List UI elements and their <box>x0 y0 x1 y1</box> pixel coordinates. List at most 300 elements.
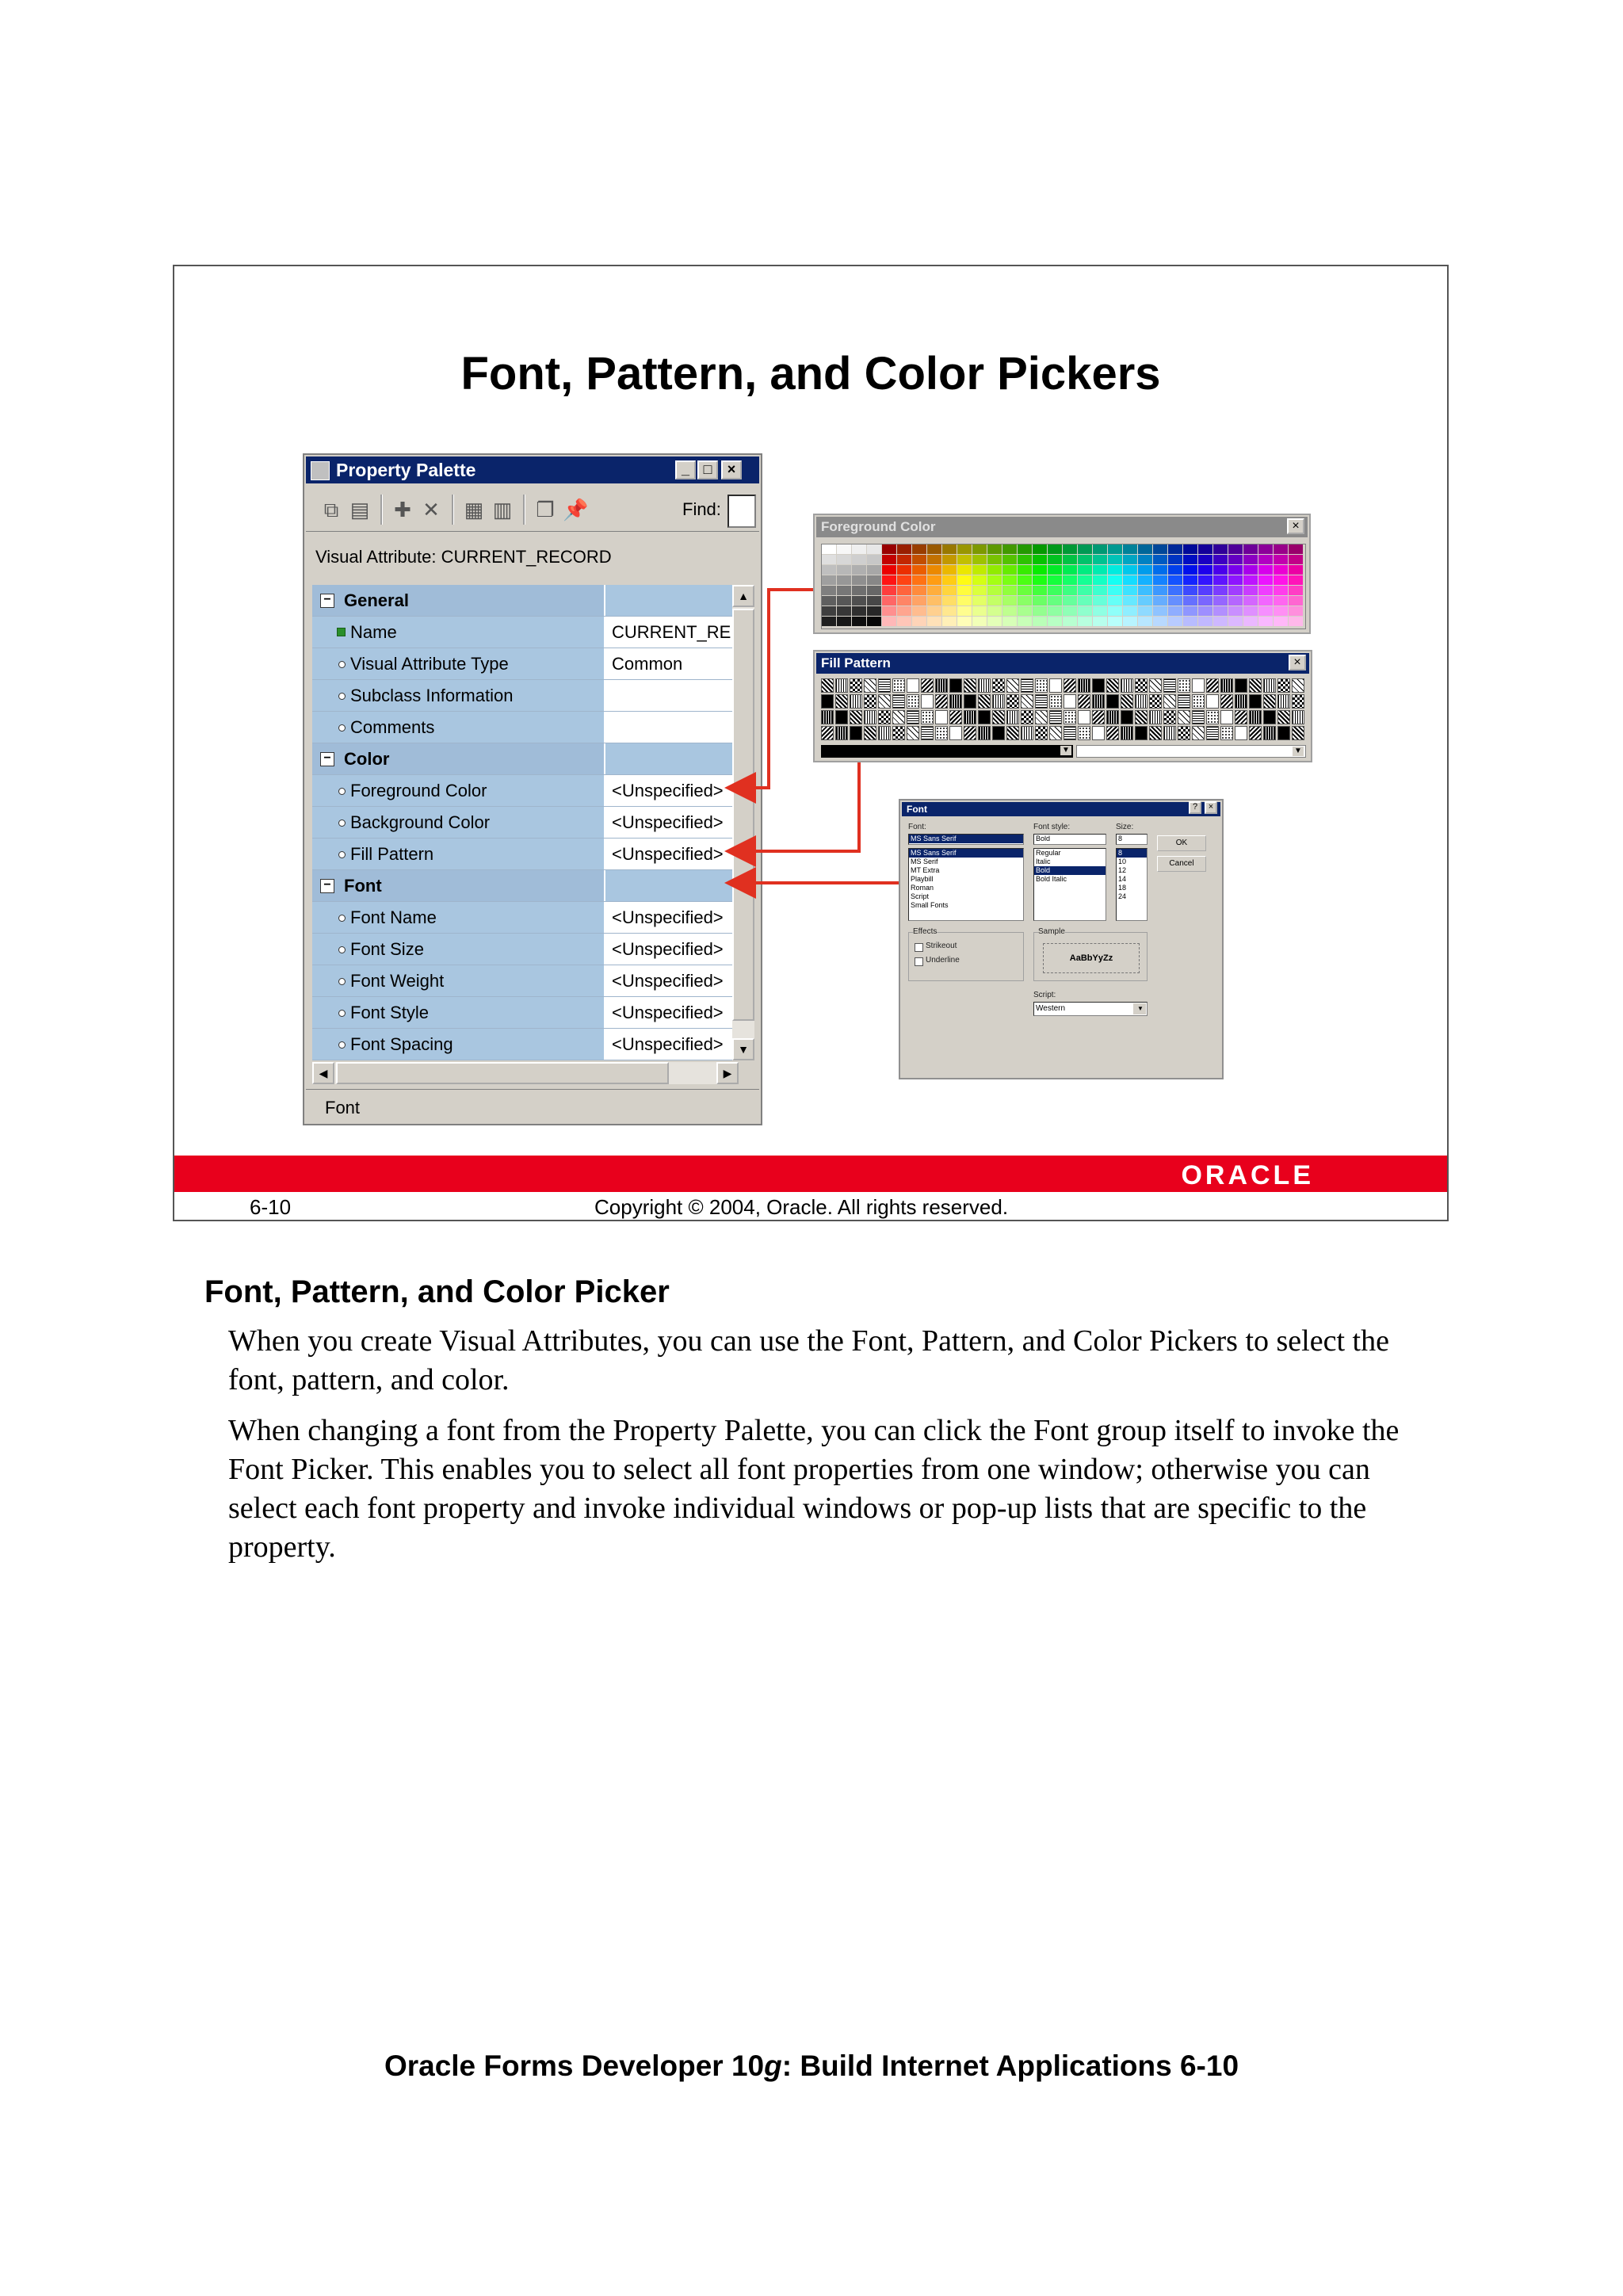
pattern-swatch[interactable] <box>907 694 919 709</box>
color-swatch[interactable] <box>1108 575 1122 585</box>
pattern-swatch[interactable] <box>1135 678 1148 693</box>
list-item[interactable]: 18 <box>1118 884 1127 892</box>
property-row[interactable] <box>312 648 732 680</box>
pattern-swatch[interactable] <box>878 710 891 724</box>
pattern-swatch[interactable] <box>907 678 919 693</box>
pattern-swatch[interactable] <box>1178 694 1190 709</box>
pattern-swatch[interactable] <box>1035 694 1048 709</box>
pattern-swatch[interactable] <box>1163 694 1176 709</box>
pattern-swatch[interactable] <box>1249 710 1262 724</box>
pattern-swatch[interactable] <box>1206 710 1219 724</box>
pattern-swatch[interactable] <box>1149 710 1162 724</box>
color-swatch[interactable] <box>1123 555 1137 564</box>
color-swatch[interactable] <box>837 586 851 595</box>
color-swatch[interactable] <box>927 555 941 564</box>
color-swatch[interactable] <box>1258 544 1273 554</box>
color-swatch[interactable] <box>912 617 926 626</box>
property-row[interactable] <box>312 965 732 997</box>
color-swatch[interactable] <box>1198 575 1212 585</box>
color-swatch[interactable] <box>987 617 1002 626</box>
color-swatch[interactable] <box>1063 596 1077 606</box>
pattern-swatch[interactable] <box>1220 726 1233 740</box>
color-swatch[interactable] <box>1123 586 1137 595</box>
color-swatch[interactable] <box>942 544 957 554</box>
pattern-swatch[interactable] <box>878 678 891 693</box>
pattern-swatch[interactable] <box>850 726 862 740</box>
pattern-swatch[interactable] <box>1235 678 1247 693</box>
color-swatch[interactable] <box>1274 606 1288 616</box>
color-swatch[interactable] <box>957 565 972 575</box>
color-swatch[interactable] <box>1048 555 1062 564</box>
color-swatch[interactable] <box>1048 617 1062 626</box>
collapse-icon[interactable]: − <box>320 594 334 608</box>
color-swatch[interactable] <box>897 575 911 585</box>
close-button[interactable]: × <box>721 460 742 479</box>
color-swatch[interactable] <box>1183 555 1197 564</box>
color-swatch[interactable] <box>897 565 911 575</box>
pattern-swatch[interactable] <box>892 726 905 740</box>
color-swatch[interactable] <box>1198 617 1212 626</box>
color-swatch[interactable] <box>882 565 896 575</box>
pattern-swatch[interactable] <box>1220 678 1233 693</box>
pattern-swatch[interactable] <box>1135 710 1148 724</box>
color-swatch[interactable] <box>972 575 987 585</box>
color-swatch[interactable] <box>927 586 941 595</box>
color-swatch[interactable] <box>1078 596 1092 606</box>
color-swatch[interactable] <box>1289 586 1303 595</box>
color-swatch[interactable] <box>837 606 851 616</box>
color-swatch[interactable] <box>1033 617 1047 626</box>
pattern-swatch[interactable] <box>1235 710 1247 724</box>
color-swatch[interactable] <box>1213 606 1228 616</box>
color-swatch[interactable] <box>1138 575 1152 585</box>
color-swatch[interactable] <box>1243 586 1258 595</box>
color-swatch[interactable] <box>1048 544 1062 554</box>
color-swatch[interactable] <box>852 586 866 595</box>
pattern-swatch[interactable] <box>1092 678 1105 693</box>
pattern-swatch[interactable] <box>921 726 934 740</box>
pattern-swatch[interactable] <box>1064 678 1076 693</box>
color-swatch[interactable] <box>882 555 896 564</box>
color-swatch[interactable] <box>882 575 896 585</box>
property-palette-titlebar[interactable] <box>306 457 759 483</box>
color-swatch[interactable] <box>1048 565 1062 575</box>
color-swatch[interactable] <box>957 575 972 585</box>
color-swatch[interactable] <box>1183 586 1197 595</box>
pattern-swatch[interactable] <box>1235 726 1247 740</box>
color-swatch[interactable] <box>1063 617 1077 626</box>
color-swatch[interactable] <box>1002 575 1017 585</box>
color-swatch[interactable] <box>1198 596 1212 606</box>
pattern-swatch[interactable] <box>978 726 991 740</box>
pin-icon[interactable]: 📌 <box>563 498 589 521</box>
color-swatch[interactable] <box>1002 544 1017 554</box>
property-row[interactable] <box>312 902 732 934</box>
list-item[interactable]: Script <box>911 892 930 900</box>
pattern-swatch[interactable] <box>1049 694 1062 709</box>
color-swatch[interactable] <box>942 565 957 575</box>
color-swatch[interactable] <box>1274 586 1288 595</box>
color-swatch[interactable] <box>882 544 896 554</box>
pattern-swatch[interactable] <box>935 726 948 740</box>
horizontal-scrollbar[interactable] <box>312 1062 739 1084</box>
pattern-swatch[interactable] <box>835 726 848 740</box>
pattern-swatch[interactable] <box>1277 694 1290 709</box>
color-swatch[interactable] <box>1258 555 1273 564</box>
list-item[interactable]: Regular <box>1036 849 1061 857</box>
pattern-swatch[interactable] <box>1064 694 1076 709</box>
list-item[interactable]: Playbill <box>911 875 934 883</box>
color-swatch[interactable] <box>1078 575 1092 585</box>
color-swatch[interactable] <box>897 544 911 554</box>
color-swatch[interactable] <box>1033 544 1047 554</box>
color-swatch[interactable] <box>1198 586 1212 595</box>
pattern-swatch[interactable] <box>1149 726 1162 740</box>
pattern-swatch[interactable] <box>1149 678 1162 693</box>
color-swatch[interactable] <box>1168 596 1182 606</box>
pattern-swatch[interactable] <box>1006 726 1019 740</box>
pattern-swatch[interactable] <box>1178 710 1190 724</box>
color-swatch[interactable] <box>942 575 957 585</box>
pattern-swatch[interactable] <box>1206 726 1219 740</box>
property-row[interactable] <box>312 712 732 743</box>
color-swatch[interactable] <box>1033 596 1047 606</box>
color-swatch[interactable] <box>957 555 972 564</box>
pattern-swatch[interactable] <box>835 694 848 709</box>
property-value[interactable]: <Unspecified> <box>605 839 732 869</box>
color-swatch[interactable] <box>1063 555 1077 564</box>
color-swatch[interactable] <box>1063 544 1077 554</box>
color-swatch[interactable] <box>1018 606 1032 616</box>
color-swatch[interactable] <box>1108 586 1122 595</box>
color-swatch[interactable] <box>972 586 987 595</box>
pattern-swatch[interactable] <box>1178 726 1190 740</box>
color-swatch[interactable] <box>1183 617 1197 626</box>
pattern-swatch[interactable] <box>892 694 905 709</box>
pattern-swatch[interactable] <box>864 694 876 709</box>
color-swatch[interactable] <box>1138 586 1152 595</box>
pattern-swatch[interactable] <box>1106 710 1119 724</box>
color-swatch[interactable] <box>912 575 926 585</box>
property-value[interactable]: <Unspecified> <box>605 997 732 1028</box>
pattern-swatch[interactable] <box>992 678 1005 693</box>
color-swatch[interactable] <box>1033 575 1047 585</box>
property-value[interactable]: <Unspecified> <box>605 1029 732 1060</box>
color-swatch[interactable] <box>1289 596 1303 606</box>
color-swatch[interactable] <box>1213 617 1228 626</box>
pattern-swatch[interactable] <box>1092 710 1105 724</box>
color-swatch[interactable] <box>1153 606 1167 616</box>
color-swatch[interactable] <box>867 575 881 585</box>
color-swatch[interactable] <box>1274 555 1288 564</box>
color-swatch[interactable] <box>1063 606 1077 616</box>
color-swatch[interactable] <box>1198 544 1212 554</box>
color-swatch[interactable] <box>1153 596 1167 606</box>
pattern-swatch[interactable] <box>821 726 834 740</box>
pattern-swatch[interactable] <box>1078 678 1090 693</box>
color-swatch[interactable] <box>1108 606 1122 616</box>
color-swatch[interactable] <box>1018 544 1032 554</box>
script-select[interactable] <box>1033 1002 1148 1016</box>
pattern-swatch[interactable] <box>1163 678 1176 693</box>
color-swatch[interactable] <box>927 596 941 606</box>
pattern-swatch[interactable] <box>907 726 919 740</box>
color-swatch[interactable] <box>822 565 836 575</box>
property-row[interactable] <box>312 839 732 870</box>
color-swatch[interactable] <box>927 575 941 585</box>
list-item[interactable]: Small Fonts <box>911 901 949 909</box>
pattern-swatch[interactable] <box>1249 726 1262 740</box>
color-swatch[interactable] <box>942 606 957 616</box>
pattern-swatch[interactable] <box>949 726 962 740</box>
color-swatch[interactable] <box>972 596 987 606</box>
color-swatch[interactable] <box>987 596 1002 606</box>
pattern-swatch[interactable] <box>1049 678 1062 693</box>
pattern-swatch[interactable] <box>1277 710 1290 724</box>
color-swatch[interactable] <box>1213 586 1228 595</box>
pattern-swatch-grid[interactable] <box>821 678 1306 742</box>
pattern-swatch[interactable] <box>821 694 834 709</box>
color-swatch[interactable] <box>1198 555 1212 564</box>
color-swatch[interactable] <box>1018 586 1032 595</box>
intersection-icon[interactable]: ▥ <box>492 498 513 521</box>
property-group-row[interactable] <box>312 870 732 902</box>
color-swatch[interactable] <box>1213 575 1228 585</box>
pattern-swatch[interactable] <box>992 726 1005 740</box>
color-swatch[interactable] <box>822 586 836 595</box>
color-swatch[interactable] <box>1018 565 1032 575</box>
list-item[interactable]: 10 <box>1118 858 1127 865</box>
color-swatch[interactable] <box>1002 617 1017 626</box>
pattern-swatch[interactable] <box>1035 678 1048 693</box>
pattern-swatch[interactable] <box>892 710 905 724</box>
color-swatch[interactable] <box>912 555 926 564</box>
maximize-button[interactable]: □ <box>697 460 718 479</box>
color-swatch[interactable] <box>1228 586 1243 595</box>
pattern-swatch[interactable] <box>1006 678 1019 693</box>
color-swatch[interactable] <box>927 544 941 554</box>
color-swatch[interactable] <box>942 596 957 606</box>
pattern-swatch[interactable] <box>1277 678 1290 693</box>
color-swatch[interactable] <box>1153 575 1167 585</box>
pattern-swatch[interactable] <box>1292 694 1304 709</box>
color-swatch[interactable] <box>1228 565 1243 575</box>
color-swatch[interactable] <box>1198 606 1212 616</box>
color-swatch[interactable] <box>1002 596 1017 606</box>
color-swatch[interactable] <box>1168 586 1182 595</box>
pattern-swatch[interactable] <box>978 710 991 724</box>
color-swatch[interactable] <box>1258 606 1273 616</box>
property-value[interactable]: <Unspecified> <box>605 775 732 806</box>
pattern-swatch[interactable] <box>935 694 948 709</box>
list-item[interactable]: 8 <box>1117 849 1147 858</box>
color-swatch[interactable] <box>1274 596 1288 606</box>
property-row[interactable] <box>312 807 732 839</box>
color-swatch[interactable] <box>1153 565 1167 575</box>
property-value[interactable] <box>605 712 732 743</box>
property-value[interactable] <box>605 743 732 774</box>
paste-properties-icon[interactable]: ▤ <box>349 498 370 521</box>
list-item[interactable]: Bold Italic <box>1036 875 1067 883</box>
color-swatch[interactable] <box>1093 575 1107 585</box>
close-icon[interactable]: × <box>1205 801 1217 814</box>
color-swatch[interactable] <box>1228 555 1243 564</box>
color-swatch[interactable] <box>1048 575 1062 585</box>
color-swatch[interactable] <box>1258 596 1273 606</box>
pattern-swatch[interactable] <box>1220 710 1233 724</box>
color-swatch[interactable] <box>822 596 836 606</box>
pattern-swatch[interactable] <box>892 678 905 693</box>
color-swatch[interactable] <box>1183 575 1197 585</box>
property-value[interactable] <box>605 680 732 711</box>
pattern-swatch[interactable] <box>1106 694 1119 709</box>
property-value[interactable] <box>605 870 732 901</box>
color-swatch[interactable] <box>897 606 911 616</box>
color-swatch[interactable] <box>822 617 836 626</box>
pattern-swatch[interactable] <box>1021 694 1033 709</box>
pattern-swatch[interactable] <box>1192 710 1205 724</box>
pattern-swatch[interactable] <box>864 678 876 693</box>
close-icon[interactable]: × <box>1289 655 1306 670</box>
freeze-icon[interactable]: ❐ <box>536 498 555 521</box>
color-swatch[interactable] <box>1123 544 1137 554</box>
color-swatch[interactable] <box>852 617 866 626</box>
color-swatch[interactable] <box>1078 544 1092 554</box>
color-swatch[interactable] <box>1078 606 1092 616</box>
pattern-swatch[interactable] <box>850 694 862 709</box>
color-swatch[interactable] <box>927 617 941 626</box>
color-swatch[interactable] <box>912 565 926 575</box>
color-swatch[interactable] <box>1289 565 1303 575</box>
property-row[interactable] <box>312 1029 732 1060</box>
color-swatch[interactable] <box>1168 575 1182 585</box>
scroll-up-button[interactable]: ▲ <box>732 585 754 607</box>
ok-button[interactable]: OK <box>1157 835 1206 851</box>
color-swatch[interactable] <box>1093 555 1107 564</box>
pattern-swatch[interactable] <box>1149 694 1162 709</box>
strikeout-checkbox[interactable] <box>915 943 923 952</box>
color-swatch[interactable] <box>1018 596 1032 606</box>
color-swatch[interactable] <box>1002 606 1017 616</box>
collapse-icon[interactable]: − <box>320 879 334 893</box>
color-swatch[interactable] <box>957 586 972 595</box>
color-swatch[interactable] <box>1258 617 1273 626</box>
color-swatch[interactable] <box>882 596 896 606</box>
color-swatch[interactable] <box>1213 565 1228 575</box>
color-swatch[interactable] <box>1243 596 1258 606</box>
color-swatch[interactable] <box>882 606 896 616</box>
color-swatch[interactable] <box>1033 565 1047 575</box>
color-swatch[interactable] <box>1002 555 1017 564</box>
color-swatch[interactable] <box>1108 596 1122 606</box>
color-swatch[interactable] <box>1138 555 1152 564</box>
pattern-swatch[interactable] <box>1021 710 1033 724</box>
color-swatch[interactable] <box>837 596 851 606</box>
pattern-swatch[interactable] <box>1192 694 1205 709</box>
pattern-swatch[interactable] <box>1135 726 1148 740</box>
pattern-swatch[interactable] <box>964 710 976 724</box>
color-swatch[interactable] <box>867 555 881 564</box>
property-row[interactable] <box>312 997 732 1029</box>
color-swatch[interactable] <box>912 586 926 595</box>
pattern-swatch[interactable] <box>1192 726 1205 740</box>
color-swatch[interactable] <box>1138 565 1152 575</box>
pattern-swatch[interactable] <box>964 726 976 740</box>
color-swatch[interactable] <box>1108 544 1122 554</box>
property-row[interactable] <box>312 617 732 648</box>
color-swatch[interactable] <box>972 565 987 575</box>
color-swatch[interactable] <box>1002 586 1017 595</box>
pattern-swatch[interactable] <box>921 678 934 693</box>
pattern-swatch[interactable] <box>1163 710 1176 724</box>
pattern-swatch[interactable] <box>1021 678 1033 693</box>
pattern-swatch[interactable] <box>964 694 976 709</box>
pattern-swatch[interactable] <box>1092 694 1105 709</box>
font-size-list[interactable] <box>1116 848 1148 921</box>
color-swatch[interactable] <box>1168 617 1182 626</box>
horizontal-scroll-thumb[interactable] <box>336 1062 669 1084</box>
pattern-swatch[interactable] <box>1263 694 1276 709</box>
color-swatch[interactable] <box>1168 544 1182 554</box>
color-swatch[interactable] <box>1243 565 1258 575</box>
color-swatch[interactable] <box>1289 555 1303 564</box>
pattern-swatch[interactable] <box>1078 694 1090 709</box>
property-row[interactable] <box>312 934 732 965</box>
color-swatch[interactable] <box>867 544 881 554</box>
color-swatch[interactable] <box>1123 575 1137 585</box>
property-value[interactable]: CURRENT_RE <box>605 617 732 648</box>
color-swatch[interactable] <box>867 606 881 616</box>
color-swatch[interactable] <box>972 555 987 564</box>
color-swatch[interactable] <box>837 565 851 575</box>
minimize-button[interactable]: _ <box>675 460 696 479</box>
color-swatch[interactable] <box>957 596 972 606</box>
font-style-input[interactable] <box>1033 834 1106 845</box>
pattern-swatch[interactable] <box>949 694 962 709</box>
pattern-swatch[interactable] <box>1121 694 1133 709</box>
property-group-row[interactable] <box>312 585 732 617</box>
color-swatch[interactable] <box>1093 617 1107 626</box>
color-swatch[interactable] <box>837 617 851 626</box>
color-swatch[interactable] <box>852 555 866 564</box>
pattern-swatch[interactable] <box>821 710 834 724</box>
color-swatch[interactable] <box>1153 555 1167 564</box>
color-swatch[interactable] <box>1153 586 1167 595</box>
color-swatch[interactable] <box>1093 565 1107 575</box>
property-value[interactable]: <Unspecified> <box>605 807 732 838</box>
color-swatch[interactable] <box>1093 606 1107 616</box>
pattern-swatch[interactable] <box>1206 678 1219 693</box>
pattern-swatch[interactable] <box>1263 710 1276 724</box>
pattern-swatch[interactable] <box>964 678 976 693</box>
pattern-swatch[interactable] <box>821 678 834 693</box>
color-swatch[interactable] <box>1243 555 1258 564</box>
cancel-button[interactable]: Cancel <box>1157 856 1206 872</box>
pattern-swatch[interactable] <box>1064 726 1076 740</box>
color-swatch[interactable] <box>867 596 881 606</box>
pattern-swatch[interactable] <box>1292 710 1304 724</box>
list-item[interactable]: MS Serif <box>911 858 938 865</box>
color-swatch[interactable] <box>1183 544 1197 554</box>
color-swatch[interactable] <box>1138 606 1152 616</box>
color-swatch[interactable] <box>822 544 836 554</box>
color-swatch[interactable] <box>867 617 881 626</box>
color-swatch[interactable] <box>927 565 941 575</box>
color-swatch[interactable] <box>822 606 836 616</box>
color-swatch[interactable] <box>957 606 972 616</box>
color-swatch[interactable] <box>1033 606 1047 616</box>
pattern-swatch[interactable] <box>1292 678 1304 693</box>
